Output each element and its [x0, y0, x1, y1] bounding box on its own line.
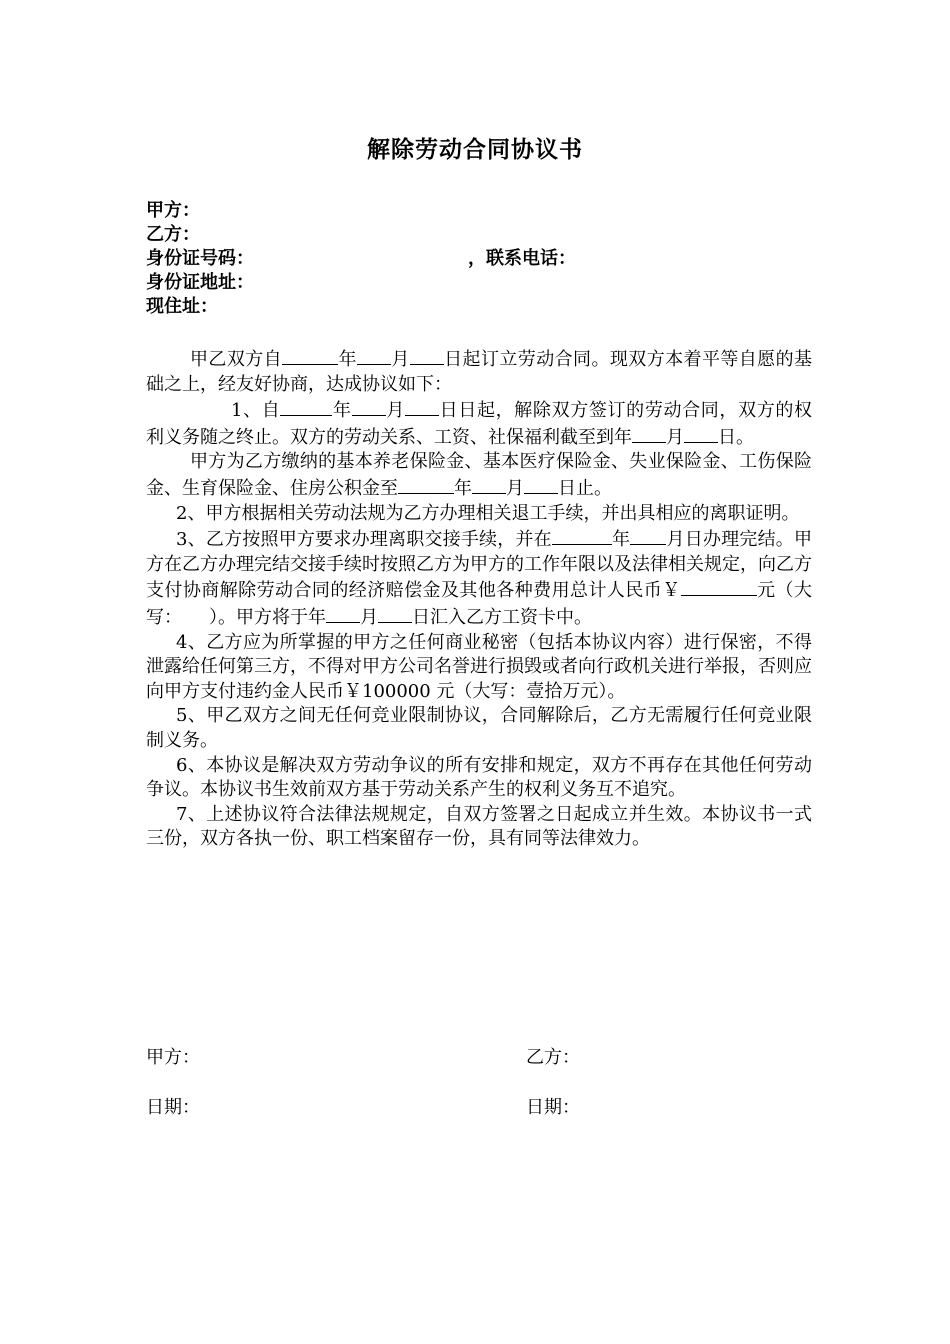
text: 月 — [390, 349, 410, 370]
text: 月 — [360, 606, 378, 628]
text: 日起订立劳动合同。现双方本着平等自愿的基础之上，经友好协商，达成协议如下： — [146, 349, 813, 395]
text: 年 — [338, 349, 357, 370]
clause-5: 5、甲乙双方之间无任何竞业限制协议，合同解除后，乙方无需履行任何竞业限制义务。 — [146, 705, 812, 751]
text: 年 — [454, 477, 472, 499]
clause-1 — [146, 397, 812, 450]
blank-line — [280, 397, 332, 416]
signature-date-a: 日期： — [146, 1097, 200, 1118]
text: 年 — [332, 400, 352, 422]
text: 3、乙方按照甲方要求办理离职交接手续，并在 — [176, 529, 552, 551]
clause-4: 4、乙方应为所掌握的甲方之任何商业秘密（包括本协议内容）进行保密，不得泄露给任何第三方，不得对甲方公司名誉进行损毁或者向行政机关进行举报，否则应向甲方支付违约金人民币￥100000 元（大写：壹拾万元）。 — [146, 631, 812, 702]
party-b-line: 乙方： — [146, 224, 200, 245]
text: 甲方为乙方缴纳的基本养老保险金、基本医疗保险金、失业保险金、工伤保险金、生育保险金、住房公积金至 — [146, 451, 812, 499]
clause-1-insurance — [146, 450, 812, 501]
blank-line — [632, 424, 666, 443]
text: 月 — [385, 400, 406, 422]
blank-line — [410, 346, 444, 365]
signature-date-b: 日期： — [526, 1097, 580, 1118]
text: 日止。 — [558, 477, 612, 499]
blank-line — [352, 397, 386, 416]
text: 日。 — [718, 426, 754, 448]
signature-party-a: 甲方： — [146, 1047, 200, 1068]
amount-blank — [681, 577, 757, 596]
intro-paragraph — [146, 346, 812, 397]
signature-party-b: 乙方： — [526, 1047, 580, 1068]
id-number-label: 身份证号码： — [146, 248, 254, 269]
clause-6: 6、本协议是解决双方劳动争议的所有安排和规定，双方不再存在其他任何劳动争议。本协议书生效前双方基于劳动关系产生的权利义务互不追究。 — [146, 754, 812, 801]
current-address-line: 现住址： — [146, 296, 218, 317]
text: 月 — [666, 426, 684, 448]
blank-line — [398, 475, 454, 494]
blank-line — [357, 346, 391, 365]
text: 年 — [611, 529, 631, 551]
blank-line — [630, 526, 666, 545]
blank-line — [326, 604, 360, 623]
text: 日汇入乙方工资卡中。 — [412, 606, 592, 628]
blank-line — [552, 526, 612, 545]
blank-line — [282, 346, 338, 365]
page-title: 解除劳动合同协议书 — [367, 137, 583, 163]
blank-line — [684, 424, 718, 443]
text: 甲乙双方自 — [190, 349, 283, 370]
clause-2: 2、甲方根据相关劳动法规为乙方办理相关退工手续，并出具相应的离职证明。 — [176, 502, 800, 524]
blank-line — [472, 475, 506, 494]
blank-line — [405, 397, 439, 416]
text: 1、自 — [231, 400, 281, 422]
party-a-line: 甲方： — [146, 200, 200, 221]
phone-label: ，联系电话： — [468, 248, 576, 269]
text: 日日起，解除双方签订的劳动合同，双方的权利义务随之终止。双方的劳动关系、工资、社保福利截至到年 — [146, 400, 813, 448]
party-info-block — [146, 199, 816, 319]
id-phone-line — [146, 247, 816, 271]
blank-line — [524, 475, 558, 494]
clause-7: 7、上述协议符合法律法规规定，自双方签署之日起成立并生效。本协议书一式三份，双方各执一份、职工档案留存一份，具有同等法律效力。 — [146, 803, 812, 850]
text: 月 — [506, 477, 524, 499]
text: 月日办理完结。甲方在乙方办理完结交接手续时按照乙方为甲方的工作年限以及法律相关规定，向乙方支付协商解除劳动合同的经济赔偿金及其他各种费用总计人民币￥ — [146, 529, 813, 602]
agreement-body — [146, 346, 812, 852]
clause-3 — [146, 526, 812, 630]
blank-line — [378, 604, 412, 623]
id-address-line: 身份证地址： — [146, 272, 254, 293]
text: 元（大写： ）。甲方将于年 — [146, 580, 812, 628]
